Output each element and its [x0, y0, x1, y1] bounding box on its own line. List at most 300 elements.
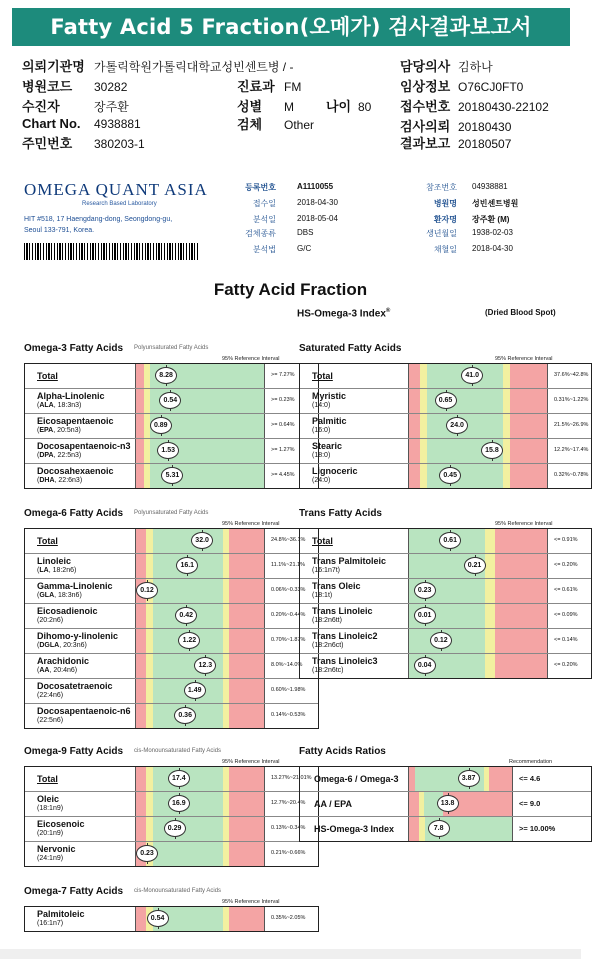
reference-interval: 0.13%~0.34%	[271, 825, 306, 831]
fatty-acid-row	[25, 464, 318, 489]
range-segment	[229, 842, 264, 866]
fatty-acid-abbrev: GLA	[39, 592, 55, 599]
range-bar	[135, 364, 265, 388]
result-marker: 0.42	[175, 607, 197, 624]
barcode-icon	[24, 243, 199, 260]
range-bar	[135, 439, 265, 463]
reference-interval: 12.2%~17.4%	[554, 447, 589, 453]
fraction-title: Fatty Acid Fraction	[213, 280, 368, 299]
result-marker: 13.8	[437, 795, 459, 812]
fatty-acid-name: Dihomo-y-linolenic	[37, 631, 118, 641]
fatty-acid-notation: , 18:2n6	[48, 567, 74, 574]
result-marker: 0.36	[174, 707, 196, 724]
result-marker: 0.89	[150, 417, 172, 434]
fatty-acid-name: Gamma-Linolenic	[37, 581, 113, 591]
result-marker: 5.31	[161, 467, 183, 484]
range-segment	[503, 389, 510, 413]
range-segment	[409, 439, 420, 463]
lab-field-label: 검체종류	[245, 229, 276, 238]
fatty-acid-row	[25, 554, 318, 579]
fatty-acid-name: Docosapentaenoic-n3	[37, 441, 131, 451]
range-segment	[229, 529, 264, 553]
rrn-value: 380203-1	[94, 137, 145, 151]
fatty-acid-row	[25, 439, 318, 464]
section-title: Omega-9 Fatty Acids	[24, 746, 124, 757]
fatty-acid-row	[25, 579, 318, 604]
range-segment	[503, 414, 510, 438]
range-segment	[136, 704, 146, 728]
result-marker: 12.3	[194, 657, 216, 674]
fatty-acid-row	[300, 604, 591, 629]
fatty-acid-row	[300, 629, 591, 654]
lab-field-label: 병원명	[433, 199, 457, 208]
fatty-acid-name: Total	[37, 774, 58, 784]
receipt-value: 20180430-22102	[458, 100, 549, 114]
range-bar	[408, 817, 513, 841]
range-bar	[135, 604, 265, 628]
lab-field-label: 접수일	[252, 199, 276, 208]
range-segment	[503, 464, 510, 488]
range-segment	[229, 629, 264, 653]
result-marker: 0.01	[414, 607, 436, 624]
reference-interval: >= 0.23%	[271, 397, 295, 403]
result-marker: 16.1	[176, 557, 198, 574]
fatty-acid-row	[25, 529, 318, 554]
result-marker: 7.8	[428, 820, 450, 837]
range-segment	[136, 414, 144, 438]
fatty-acid-code: (18:2n6ct)	[312, 642, 344, 649]
result-marker: 0.29	[164, 820, 186, 837]
reference-interval: 0.60%~1.98%	[271, 687, 306, 693]
range-segment	[229, 579, 264, 603]
reference-interval-title: 95% Reference Interval	[222, 759, 280, 765]
fatty-acid-name: Total	[37, 536, 58, 546]
result-marker: 0.61	[439, 532, 461, 549]
fatty-acid-code: (20:2n6)	[37, 617, 64, 624]
result-marker: 24.0	[446, 417, 468, 434]
fatty-acid-code: (22:4n6)	[37, 692, 64, 699]
fatty-acid-name: Docosahexaenoic	[37, 466, 114, 476]
section-title: Saturated Fatty Acids	[299, 343, 402, 354]
lab-field-label: 분석일	[252, 215, 276, 224]
hs-index-title	[297, 308, 390, 319]
fatty-acid-name: Trans Linoleic3	[312, 656, 378, 666]
range-segment	[153, 579, 223, 603]
range-segment	[495, 654, 547, 678]
range-bar	[135, 654, 265, 678]
registered-mark: ®	[385, 308, 391, 314]
lab-logo: OMEGA QUANT ASIA	[24, 180, 208, 199]
range-bar	[135, 529, 265, 553]
fatty-acid-code: (DGLA, 20:3n6)	[37, 642, 87, 649]
section-table	[24, 906, 319, 932]
range-bar	[135, 629, 265, 653]
reference-interval-title: 95% Reference Interval	[222, 356, 280, 362]
result-marker: 0.54	[147, 910, 169, 927]
result-marker: 0.23	[136, 845, 158, 862]
fatty-acid-abbrev: LA	[39, 567, 49, 574]
range-bar	[135, 704, 265, 728]
fatty-acid-abbrev: ALA	[39, 402, 54, 409]
fatty-acid-name: Alpha-Linolenic	[37, 391, 105, 401]
fatty-acid-code: (22:5n6)	[37, 717, 64, 724]
range-segment	[136, 792, 146, 816]
fatty-acid-code: (18:0)	[312, 452, 331, 459]
range-segment	[136, 464, 144, 488]
fatty-acid-name: Total	[312, 371, 333, 381]
section-title: Omega-6 Fatty Acids	[24, 508, 124, 519]
reference-interval: 0.21%~0.66%	[271, 850, 306, 856]
clinical-value: O76CJ0FT0	[458, 80, 524, 94]
test-value: Other	[284, 118, 315, 132]
fatty-acid-code: (GLA, 18:3n6)	[37, 592, 82, 599]
range-segment	[409, 817, 419, 841]
range-bar	[408, 464, 548, 488]
section-subtitle: cis-Monounsaturated Fatty Acids	[134, 888, 222, 894]
fatty-acid-notation: , 22:6n3	[54, 477, 80, 484]
fatty-acid-notation: , 20:3n6	[59, 642, 85, 649]
request-value: 20180430	[458, 120, 512, 134]
institution-label: 의뢰기관명	[22, 59, 85, 74]
range-segment	[489, 767, 512, 791]
range-segment	[229, 792, 264, 816]
lab-field-label: 생년월일	[426, 229, 457, 238]
fatty-acid-name: Lignoceric	[312, 466, 358, 476]
range-segment	[229, 704, 264, 728]
range-segment	[503, 439, 510, 463]
collector-value: 장주환	[94, 100, 129, 114]
result-marker: 32.0	[191, 532, 213, 549]
reference-interval: <= 0.09%	[554, 612, 578, 618]
fatty-acid-code: (24:0)	[312, 477, 331, 484]
reference-interval: 37.6%~42.8%	[554, 372, 589, 378]
reference-interval: 24.8%~36.1%	[271, 537, 306, 543]
reference-interval: 0.31%~1.22%	[554, 397, 589, 403]
range-segment	[229, 679, 264, 703]
fatty-acid-row	[25, 414, 318, 439]
reference-interval: <= 0.14%	[554, 637, 578, 643]
section-subtitle: Polyunsaturated Fatty Acids	[134, 345, 209, 351]
reference-interval-title: 95% Reference Interval	[495, 521, 553, 527]
gender-value: M	[284, 100, 294, 114]
fatty-acid-name: Nervonic	[37, 844, 76, 854]
fatty-acid-code: (20:1n9)	[37, 830, 64, 837]
reference-interval-title: 95% Reference Interval	[222, 899, 280, 905]
range-bar	[135, 554, 265, 578]
section-title: Trans Fatty Acids	[299, 508, 382, 519]
range-segment	[409, 464, 420, 488]
range-bar	[408, 767, 513, 791]
reference-interval: 12.7%~20.4%	[271, 800, 306, 806]
fatty-acid-code: (18:1n9)	[37, 805, 64, 812]
range-bar	[408, 654, 548, 678]
range-segment	[229, 817, 264, 841]
section-table	[299, 363, 592, 489]
request-label: 검사의뢰	[400, 119, 451, 134]
lab-field-value: 2018-04-30	[472, 244, 513, 253]
fatty-acid-row	[300, 817, 591, 842]
reference-interval: 0.14%~0.53%	[271, 712, 306, 718]
range-bar	[135, 842, 265, 866]
result-marker: 15.8	[481, 442, 503, 459]
fatty-acid-name: Palmitic	[312, 416, 347, 426]
fatty-acid-name: Docosatetraenoic	[37, 681, 113, 691]
range-segment	[136, 817, 146, 841]
range-segment	[495, 554, 547, 578]
reference-interval: 13.27%~21.01%	[271, 775, 312, 781]
reference-interval: 21.5%~26.9%	[554, 422, 589, 428]
fatty-acid-name: Linoleic	[37, 556, 72, 566]
range-segment	[503, 364, 510, 388]
fatty-acid-name: Trans Oleic	[312, 581, 361, 591]
range-segment	[136, 439, 144, 463]
fatty-acid-code: (24:1n9)	[37, 855, 64, 862]
fatty-acid-code: (DHA, 22:6n3)	[37, 477, 83, 484]
age-label: 나이	[326, 99, 352, 114]
range-bar	[408, 364, 548, 388]
report-label: 결과보고	[400, 136, 451, 151]
range-segment	[229, 554, 264, 578]
fatty-acid-name: Arachidonic	[37, 656, 90, 666]
fatty-acid-row	[25, 679, 318, 704]
fatty-acid-name: Omega-6 / Omega-3	[314, 774, 399, 784]
reference-interval: 0.32%~0.78%	[554, 472, 589, 478]
lab-field-value: A1110055	[297, 182, 334, 191]
fatty-acid-code: (18:1t)	[312, 592, 333, 599]
range-segment	[495, 629, 547, 653]
range-segment	[136, 389, 144, 413]
fatty-acid-notation: , 20:5n3	[53, 427, 79, 434]
range-segment	[485, 579, 495, 603]
reference-interval-title: 95% Reference Interval	[222, 521, 280, 527]
section-table	[299, 528, 592, 679]
fatty-acid-row	[25, 792, 318, 817]
fatty-acid-name: Total	[312, 536, 333, 546]
fatty-acid-row	[300, 389, 591, 414]
range-segment	[420, 364, 427, 388]
fatty-acid-row	[300, 414, 591, 439]
section-subtitle: Polyunsaturated Fatty Acids	[134, 510, 209, 516]
reference-interval: 0.20%~0.44%	[271, 612, 306, 618]
result-marker: 41.0	[461, 367, 483, 384]
range-segment	[229, 767, 264, 791]
fatty-acid-abbrev: DHA	[39, 477, 55, 484]
dept-value: FM	[284, 80, 302, 94]
section-table	[24, 528, 319, 729]
lab-field-value: 2018-04-30	[297, 198, 338, 207]
range-segment	[409, 414, 420, 438]
lab-card	[12, 168, 570, 268]
fatty-acid-row	[25, 704, 318, 729]
result-marker: 0.54	[159, 392, 181, 409]
lab-field-value: 장주환 (M)	[472, 215, 510, 224]
range-bar	[408, 604, 548, 628]
reference-interval-title: 95% Reference Interval	[495, 356, 553, 362]
lab-field-label: 등록번호	[245, 183, 276, 192]
result-marker: 0.04	[414, 657, 436, 674]
fatty-acid-row	[25, 604, 318, 629]
rrn-label: 주민번호	[22, 136, 73, 151]
lab-field-value: 성빈센트병원	[472, 199, 519, 208]
result-marker: 0.65	[435, 392, 457, 409]
fatty-acid-abbrev: DPA	[39, 452, 54, 459]
range-segment	[409, 389, 420, 413]
fatty-acid-code: (LA, 18:2n6)	[37, 567, 77, 574]
reference-interval: <= 9.0	[519, 799, 541, 808]
range-bar	[408, 389, 548, 413]
fatty-acid-name: HS-Omega-3 Index	[314, 824, 395, 834]
lab-field-label: 환자명	[433, 215, 457, 224]
range-segment	[136, 679, 146, 703]
reference-interval: >= 4.45%	[271, 472, 295, 478]
fatty-acid-name: Palmitoleic	[37, 909, 85, 919]
fatty-acid-row	[25, 767, 318, 792]
fatty-acid-code: (18:2n6tc)	[312, 667, 344, 674]
report-title: Fatty Acid 5 Fraction(오메가) 검사결과보고서	[12, 8, 570, 46]
result-marker: 0.21	[464, 557, 486, 574]
range-segment	[485, 554, 495, 578]
section-title: Omega-7 Fatty Acids	[24, 886, 124, 897]
range-segment	[420, 389, 427, 413]
range-segment	[136, 604, 146, 628]
fatty-acid-name: Trans Linoleic	[312, 606, 373, 616]
lab-field-value: 04938881	[472, 182, 508, 191]
fatty-acid-notation: , 18:3n3	[53, 402, 80, 409]
range-segment	[136, 654, 146, 678]
fatty-acid-abbrev: EPA	[39, 427, 54, 434]
range-segment	[136, 629, 146, 653]
section-table	[299, 766, 592, 842]
range-segment	[229, 654, 264, 678]
reference-interval: 8.0%~14.0%	[271, 662, 303, 668]
range-bar	[408, 529, 548, 553]
range-segment	[136, 554, 146, 578]
reference-interval: <= 0.20%	[554, 562, 578, 568]
reference-interval: <= 4.6	[519, 774, 541, 783]
clinical-label: 임상정보	[400, 79, 451, 94]
fatty-acid-code: (16:0)	[312, 427, 331, 434]
reference-interval: 0.35%~2.05%	[271, 915, 306, 921]
reference-interval: <= 0.20%	[554, 662, 578, 668]
lab-logo-sub: Research Based Laboratory	[82, 201, 157, 207]
reference-interval: >= 0.64%	[271, 422, 295, 428]
range-segment	[420, 439, 427, 463]
fatty-acid-notation: , 18:3n6	[54, 592, 80, 599]
institution-value: 가톨릭학원가톨릭대학교성빈센트병 / -	[94, 60, 294, 74]
fatty-acid-row	[25, 907, 318, 932]
result-marker: 3.87	[458, 770, 480, 787]
doctor-label: 담당의사	[400, 59, 451, 74]
hospital-code-value: 30282	[94, 80, 128, 94]
fatty-acid-name: Oleic	[37, 794, 60, 804]
fatty-acid-abbrev: AA	[39, 667, 50, 674]
range-bar	[408, 439, 548, 463]
result-marker: 0.45	[439, 467, 461, 484]
fatty-acid-name: Eicosapentaenoic	[37, 416, 114, 426]
fatty-acid-row	[25, 654, 318, 679]
range-bar	[408, 414, 548, 438]
fatty-acid-name: Stearic	[312, 441, 343, 451]
range-segment	[153, 842, 223, 866]
range-segment	[136, 364, 144, 388]
fatty-acid-row	[25, 389, 318, 414]
range-bar	[135, 907, 265, 931]
range-segment	[409, 792, 419, 816]
range-segment	[136, 529, 146, 553]
fatty-acid-row	[300, 364, 591, 389]
range-bar	[135, 767, 265, 791]
range-bar	[135, 414, 265, 438]
fatty-acid-name: Trans Palmitoleic	[312, 556, 387, 566]
range-bar	[408, 792, 513, 816]
doctor-value: 김하나	[458, 60, 493, 74]
result-marker: 0.12	[136, 582, 158, 599]
fatty-acid-row	[25, 364, 318, 389]
range-segment	[510, 464, 547, 488]
result-marker: 0.12	[430, 632, 452, 649]
fatty-acid-row	[25, 842, 318, 867]
range-segment	[420, 464, 427, 488]
range-bar	[135, 389, 265, 413]
hs-index-text: HS-Omega-3 Index	[297, 308, 386, 320]
age-value: 80	[358, 100, 372, 114]
section-subtitle: cis-Monounsaturated Fatty Acids	[134, 748, 222, 754]
range-segment	[495, 529, 547, 553]
range-bar	[408, 579, 548, 603]
fatty-acid-name: Eicosenoic	[37, 819, 85, 829]
fatty-acid-code: (EPA, 20:5n3)	[37, 427, 81, 434]
dept-label: 진료과	[237, 79, 275, 94]
fatty-acid-row	[300, 767, 591, 792]
fatty-acid-row	[25, 629, 318, 654]
fatty-acid-code: (DPA, 22:5n3)	[37, 452, 82, 459]
reference-interval: 0.06%~0.33%	[271, 587, 306, 593]
range-bar	[135, 579, 265, 603]
lab-field-label: 분석법	[252, 245, 276, 254]
lab-field-label: 참조번호	[426, 183, 457, 192]
lab-address-line1: HIT #518, 17 Haengdang-dong, Seongdong-gu,	[24, 216, 173, 223]
range-bar	[135, 817, 265, 841]
fatty-acid-name: Docosapentaenoic-n6	[37, 706, 131, 716]
range-segment	[409, 364, 420, 388]
range-segment	[485, 629, 495, 653]
report-value: 20180507	[458, 137, 512, 151]
lab-address	[24, 214, 204, 236]
lab-address-line2: Seoul 133-791, Korea.	[24, 227, 95, 234]
fatty-acid-row	[300, 579, 591, 604]
lab-field-label: 채혈일	[433, 245, 457, 254]
range-bar	[135, 679, 265, 703]
result-marker: 1.49	[184, 682, 206, 699]
fatty-acid-row	[300, 529, 591, 554]
fatty-acid-abbrev: DGLA	[39, 642, 60, 649]
range-segment	[420, 414, 427, 438]
gender-label: 성별	[237, 99, 263, 114]
range-segment	[229, 907, 264, 931]
section-title: Fatty Acids Ratios	[299, 746, 386, 757]
fatty-acid-code: (16:1n7)	[37, 920, 64, 927]
fatty-acid-code: (14:0)	[312, 402, 331, 409]
result-marker: 1.22	[178, 632, 200, 649]
fatty-acid-row	[300, 554, 591, 579]
range-segment	[136, 907, 146, 931]
range-segment	[136, 767, 146, 791]
fatty-acid-code: (18:2n6tt)	[312, 617, 342, 624]
range-bar	[135, 792, 265, 816]
range-segment	[510, 364, 547, 388]
fatty-acid-row	[300, 439, 591, 464]
lab-field-value: 2018-05-04	[297, 214, 338, 223]
